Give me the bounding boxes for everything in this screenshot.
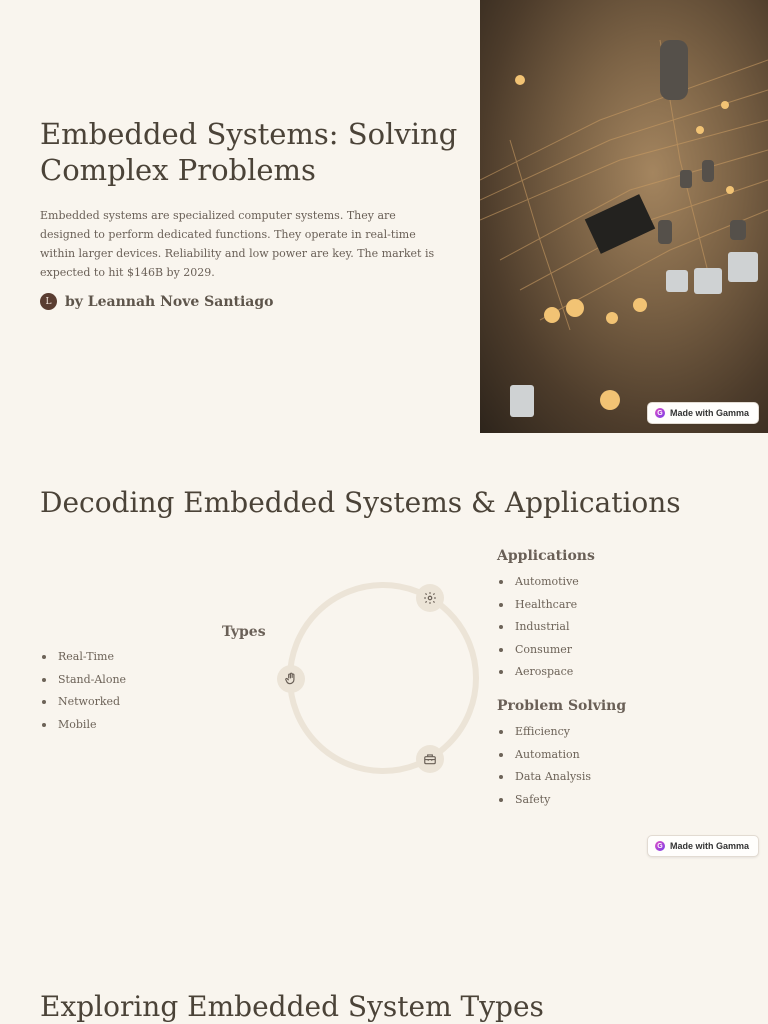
applications-list [497, 575, 579, 688]
list-item: Mobile [40, 718, 126, 741]
problem-solving-list [497, 725, 591, 815]
list-item: Real-Time [40, 650, 126, 673]
list-item: Networked [40, 695, 126, 718]
list-item: Aerospace [497, 665, 579, 688]
list-item: Automation [497, 748, 591, 771]
gamma-logo-icon: G [655, 841, 665, 851]
intro-paragraph: Embedded systems are specialized computer systems. They are designed to perform dedicated functions. They operate in real-time within larger devices. Reliability and low power are key. The market is expected to hit $146B by 2029. [40, 209, 435, 279]
list-item: Data Analysis [497, 770, 591, 793]
types-heading: Types [222, 624, 266, 640]
list-item: Safety [497, 793, 591, 816]
author-line [40, 293, 274, 310]
list-item: Healthcare [497, 598, 579, 621]
gear-icon [416, 584, 444, 612]
section-title: Exploring Embedded System Types [40, 990, 544, 1023]
made-with-gamma-badge[interactable] [647, 402, 759, 424]
circuit-board-image [480, 0, 768, 433]
list-item: Efficiency [497, 725, 591, 748]
made-with-gamma-badge[interactable] [647, 835, 759, 857]
hand-icon [277, 665, 305, 693]
list-item: Stand-Alone [40, 673, 126, 696]
types-list [40, 650, 126, 740]
avatar: L [40, 293, 57, 310]
circuit-board-illustration [480, 0, 768, 433]
badge-label: Made with Gamma [670, 841, 750, 851]
applications-heading: Applications [497, 548, 595, 564]
author-name: by Leannah Nove Santiago [65, 293, 274, 310]
cycle-ring [287, 582, 479, 774]
page-title: Embedded Systems: Solving Complex Problems [40, 117, 458, 187]
toolbox-icon [416, 745, 444, 773]
gamma-logo-icon: G [655, 408, 665, 418]
badge-label: Made with Gamma [670, 408, 750, 418]
list-item: Industrial [497, 620, 579, 643]
title-slide [0, 0, 768, 433]
problem-solving-heading: Problem Solving [497, 698, 627, 714]
list-item: Consumer [497, 643, 579, 666]
section-title: Decoding Embedded Systems & Applications [40, 486, 681, 519]
list-item: Automotive [497, 575, 579, 598]
